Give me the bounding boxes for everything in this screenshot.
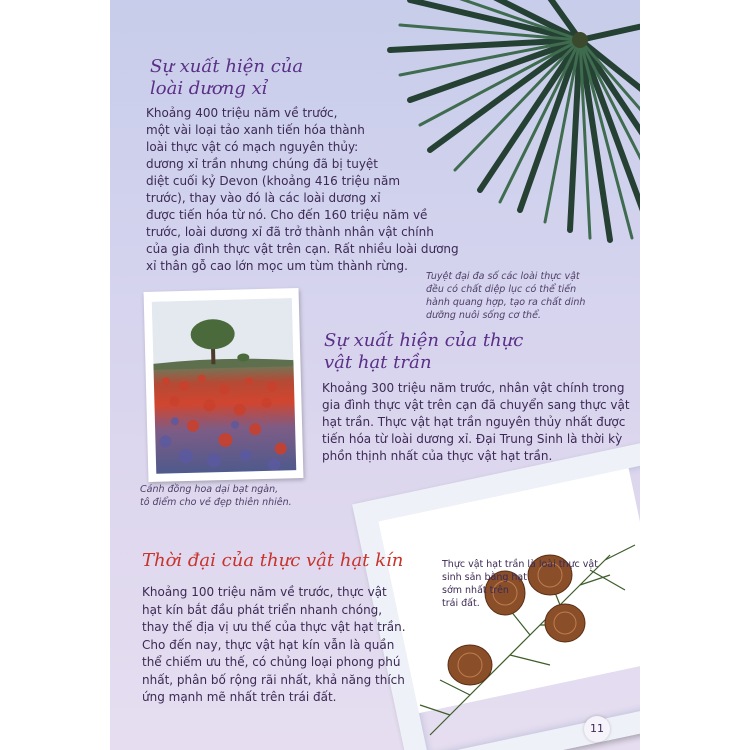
leaf-caption: Tuyệt đại đa số các loài thực vật đều có chất diệp lục có thể tiến hành quang hợp, tạo ra chất dinh dưỡng nuôi sống cơ thể.: [426, 271, 586, 321]
section-body-ferns: Khoảng 400 triệu năm về trước, một vài loại tảo xanh tiến hóa thành loài thực vật có mạch nguyên thủy: dương xỉ trần nhưng chúng đã bị tuyệt diệt cuối kỷ Devon (khoảng 416 triệu năm trước), thay vào đó là các loài dương xỉ được tiến hóa từ nó. Cho đến 160 triệu năm về trước, loài dương xỉ đã trở thành nhân vật chính của gia đình thực vật trên cạn. Rất nhiều loài dương xỉ thân gỗ cao lớn mọc um tùm thành rừng.: [146, 106, 459, 273]
section-body-angiosperms: Khoảng 100 triệu năm về trước, thực vật hạt kín bắt đầu phát triển nhanh chóng, thay thế địa vị ưu thế của thực vật hạt trần. Cho đến nay, thực vật hạt kín vẫn là quần thể chiếm ưu thế, có chủng loại phong phú nhất, phân bố rộng rãi nhất, khả năng thích ứng mạnh mẽ nhất trên trái đất.: [142, 585, 406, 704]
wildflower-photo-card: [144, 288, 304, 482]
photo-caption: Cánh đồng hoa dại bạt ngàn, tô điểm cho vẻ đẹp thiên nhiên.: [140, 484, 292, 508]
section-body-gymnosperms: Khoảng 300 triệu năm trước, nhân vật chính trong gia đình thực vật trên cạn đã chuyển sang thực vật hạt trần. Thực vật hạt trần nguyên thủy nhất được tiến hóa từ loài dương xỉ. Đại Trung Sinh là thời kỳ phồn thịnh nhất của thực vật hạt trần.: [322, 381, 630, 463]
wildflower-field-image: [152, 298, 296, 474]
frame-caption: Thực vật hạt trần là loài thực vật sinh sản bằng hạt sớm nhất trên trái đất.: [442, 559, 598, 609]
section-title-angiosperms: Thời đại của thực vật hạt kín: [142, 550, 404, 571]
section-title-gymnosperms: Sự xuất hiện của thực vật hạt trần: [324, 330, 524, 373]
section-title-ferns: Sự xuất hiện của loài dương xỉ: [150, 56, 304, 99]
book-page: [110, 0, 640, 750]
pine-cones-image: [410, 515, 640, 750]
page-number: 11: [584, 716, 610, 742]
